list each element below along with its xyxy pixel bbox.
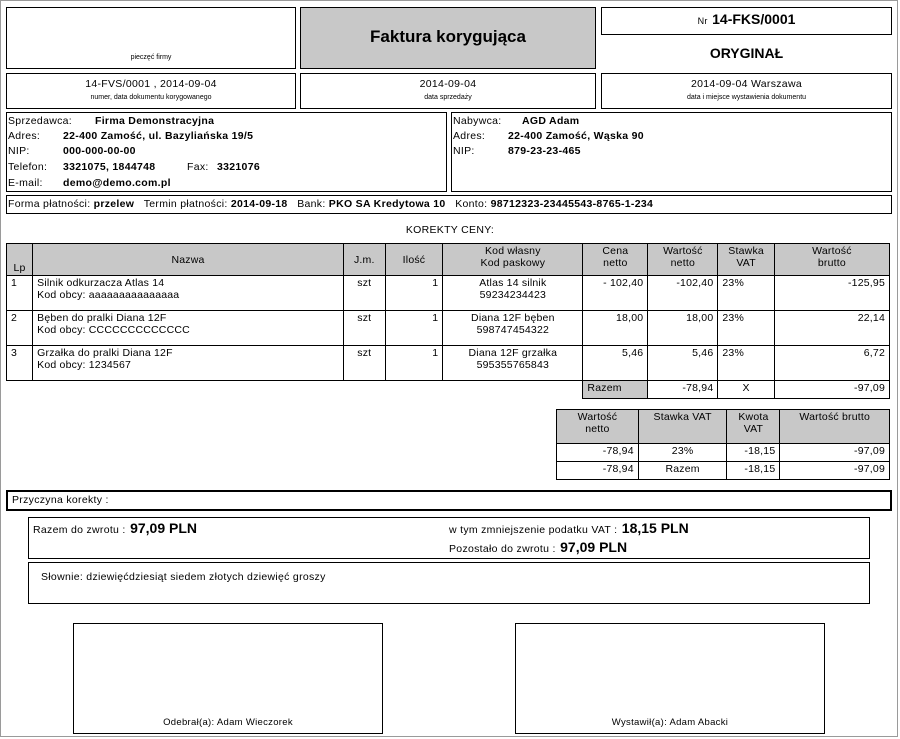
correction-reason-label: Przyczyna korekty : xyxy=(12,494,109,506)
seller-fax-label: Fax: xyxy=(187,161,209,173)
row-lp: 1 xyxy=(7,276,33,311)
vat-col-rate: Stawka VAT xyxy=(638,410,727,444)
col-gross-l2: brutto xyxy=(817,257,846,269)
vat-row-gross: -97,09 xyxy=(780,462,890,480)
col-vat xyxy=(718,244,774,276)
vat-row-gross: -97,09 xyxy=(780,444,890,462)
row-name-cell xyxy=(33,276,344,311)
bank-label: Bank: xyxy=(297,198,326,210)
col-vat-l2: VAT xyxy=(736,257,756,269)
row-own-code: Diana 12F bęben xyxy=(471,312,555,324)
table-row xyxy=(7,311,890,346)
vat-row-rate: Razem xyxy=(638,462,727,480)
row-vat: 23% xyxy=(718,346,774,381)
sale-date-label: data sprzedaży xyxy=(424,94,472,101)
corrected-document-label: numer, data dokumentu korygowanego xyxy=(90,94,212,101)
row-name-cell xyxy=(33,311,344,346)
vat-col-amount xyxy=(727,410,780,444)
row-foreign-code: Kod obcy: aaaaaaaaaaaaaaa xyxy=(37,289,180,301)
col-net xyxy=(648,244,718,276)
buyer-address: 22-400 Zamość, Wąska 90 xyxy=(508,130,644,142)
row-lp: 3 xyxy=(7,346,33,381)
row-net: 5,46 xyxy=(648,346,718,381)
sale-date-box xyxy=(300,73,596,109)
amount-in-words-box xyxy=(28,562,870,604)
items-table xyxy=(6,243,890,399)
seller-nip: 000-000-00-00 xyxy=(63,145,136,157)
document-number-box xyxy=(601,7,892,35)
items-total-row xyxy=(7,381,890,399)
remaining-label: Pozostało do zwrotu : xyxy=(449,543,556,555)
row-price: 5,46 xyxy=(583,346,648,381)
col-qty: Ilość xyxy=(385,244,443,276)
total-spacer xyxy=(7,381,583,399)
col-name: Nazwa xyxy=(33,244,344,276)
vat-col-amount-l2: VAT xyxy=(743,423,764,435)
copy-type: ORYGINAŁ xyxy=(709,45,784,61)
row-codes xyxy=(443,276,583,311)
col-unit: J.m. xyxy=(343,244,385,276)
row-barcode: 598747454322 xyxy=(476,324,550,336)
table-row xyxy=(7,276,890,311)
row-foreign-code: Kod obcy: CCCCCCCCCCCCC xyxy=(37,324,190,336)
issue-date-place: 2014-09-04 Warszawa xyxy=(691,78,802,90)
table-row xyxy=(7,346,890,381)
vat-col-net xyxy=(557,410,639,444)
col-price-l2: netto xyxy=(603,257,628,269)
buyer-label: Nabywca: xyxy=(453,115,502,127)
company-stamp-box xyxy=(6,7,296,69)
amount-in-words: Słownie: dziewięćdziesiąt siedem złotych dziewięć groszy xyxy=(41,571,326,583)
corrected-document: 14-FVS/0001 , 2014-09-04 xyxy=(85,78,217,90)
row-name: Silnik odkurzacza Atlas 14 xyxy=(37,277,165,289)
received-signature-box xyxy=(73,623,383,734)
seller-fax: 3321076 xyxy=(217,161,260,173)
sale-date: 2014-09-04 xyxy=(419,78,477,90)
row-gross: 22,14 xyxy=(774,311,889,346)
row-price: 18,00 xyxy=(583,311,648,346)
vat-reduction-amount: 18,15 PLN xyxy=(621,520,689,536)
row-gross: -125,95 xyxy=(774,276,889,311)
buyer-name: AGD Adam xyxy=(522,115,580,127)
payment-form-label: Forma płatności: xyxy=(8,198,91,210)
totals-box xyxy=(28,517,870,559)
row-own-code: Atlas 14 silnik xyxy=(479,277,547,289)
seller-phone: 3321075, 1844748 xyxy=(63,161,156,173)
row-qty: 1 xyxy=(385,311,443,346)
seller-box xyxy=(6,112,447,192)
vat-row-net: -78,94 xyxy=(557,444,639,462)
row-name: Grzałka do pralki Diana 12F xyxy=(37,347,173,359)
row-barcode: 595355765843 xyxy=(476,359,550,371)
vat-summary-header xyxy=(557,410,890,444)
refund-line xyxy=(33,520,197,538)
row-foreign-code: Kod obcy: 1234567 xyxy=(37,359,132,371)
vat-row-rate: 23% xyxy=(638,444,727,462)
col-price xyxy=(583,244,648,276)
buyer-nip: 879-23-23-465 xyxy=(508,145,581,157)
items-header-row xyxy=(7,244,890,276)
total-vat: X xyxy=(718,381,774,399)
total-gross: -97,09 xyxy=(774,381,889,399)
row-unit: szt xyxy=(343,276,385,311)
vat-summary-table xyxy=(556,409,890,480)
row-unit: szt xyxy=(343,311,385,346)
buyer-box xyxy=(451,112,892,192)
buyer-nip-label: NIP: xyxy=(453,145,475,157)
table-row xyxy=(557,444,890,462)
document-title: Faktura korygująca xyxy=(370,27,526,46)
row-price: - 102,40 xyxy=(583,276,648,311)
col-net-l1: Wartość xyxy=(663,245,703,257)
row-qty: 1 xyxy=(385,276,443,311)
payment-line xyxy=(8,198,653,210)
vat-row-amount: -18,15 xyxy=(727,444,780,462)
row-qty: 1 xyxy=(385,346,443,381)
row-codes xyxy=(443,346,583,381)
corrections-title: KOREKTY CENY: xyxy=(405,224,495,236)
received-by: Odebrał(a): Adam Wieczorek xyxy=(163,717,293,728)
seller-address: 22-400 Zamość, ul. Bazyliańska 19/5 xyxy=(63,130,254,142)
issued-signature-box xyxy=(515,623,825,734)
document-number-value: 14-FKS/0001 xyxy=(712,11,796,27)
row-name-cell xyxy=(33,346,344,381)
row-net: -102,40 xyxy=(648,276,718,311)
issue-date-label: data i miejsce wystawienia dokumentu xyxy=(686,94,807,101)
seller-label: Sprzedawca: xyxy=(8,115,72,127)
issued-by: Wystawił(a): Adam Abacki xyxy=(611,717,729,728)
refund-amount: 97,09 PLN xyxy=(130,520,198,536)
vat-col-net-l1: Wartość xyxy=(577,411,618,423)
seller-phone-label: Telefon: xyxy=(8,161,48,173)
col-gross-l1: Wartość xyxy=(812,245,852,257)
payment-box xyxy=(6,195,892,214)
col-barcode: Kod paskowy xyxy=(480,257,546,269)
refund-label: Razem do zwrotu : xyxy=(33,524,126,536)
col-gross xyxy=(774,244,889,276)
corrected-document-box xyxy=(6,73,296,109)
col-own-code: Kod własny xyxy=(484,245,541,257)
total-label: Razem xyxy=(583,381,648,399)
vat-row-net: -78,94 xyxy=(557,462,639,480)
row-own-code: Diana 12F grzałka xyxy=(468,347,558,359)
vat-reduction-label: w tym zmniejszenie podatku VAT : xyxy=(449,524,618,536)
payment-term: 2014-09-18 xyxy=(230,198,288,210)
correction-reason-box xyxy=(6,490,892,511)
company-stamp-label: pieczęć firmy xyxy=(130,54,172,61)
document-title-box xyxy=(300,7,596,69)
row-gross: 6,72 xyxy=(774,346,889,381)
vat-reduction-line xyxy=(449,520,689,538)
col-codes xyxy=(443,244,583,276)
remaining-line xyxy=(449,539,627,557)
vat-col-net-l2: netto xyxy=(585,423,610,435)
issue-date-box xyxy=(601,73,892,109)
seller-email-label: E-mail: xyxy=(8,177,43,189)
row-net: 18,00 xyxy=(648,311,718,346)
seller-name: Firma Demonstracyjna xyxy=(95,115,215,127)
col-net-l2: netto xyxy=(670,257,695,269)
total-net: -78,94 xyxy=(648,381,718,399)
bank-name: PKO SA Kredytowa 10 xyxy=(328,198,446,210)
row-name: Bęben do pralki Diana 12F xyxy=(37,312,167,324)
vat-col-gross: Wartość brutto xyxy=(780,410,890,444)
table-row xyxy=(557,462,890,480)
buyer-address-label: Adres: xyxy=(453,130,486,142)
row-lp: 2 xyxy=(7,311,33,346)
col-vat-l1: Stawka xyxy=(728,245,764,257)
row-barcode: 59234234423 xyxy=(479,289,547,301)
seller-email: demo@demo.com.pl xyxy=(63,177,171,189)
col-price-l1: Cena xyxy=(602,245,629,257)
row-vat: 23% xyxy=(718,276,774,311)
row-vat: 23% xyxy=(718,311,774,346)
document-number-prefix: Nr xyxy=(697,16,708,26)
seller-address-label: Adres: xyxy=(8,130,41,142)
account-label: Konto: xyxy=(455,198,488,210)
payment-term-label: Termin płatności: xyxy=(143,198,228,210)
vat-row-amount: -18,15 xyxy=(727,462,780,480)
account-number: 98712323-23445543-8765-1-234 xyxy=(490,198,654,210)
col-lp: Lp xyxy=(7,244,33,276)
remaining-amount: 97,09 PLN xyxy=(560,539,628,555)
seller-nip-label: NIP: xyxy=(8,145,30,157)
document-number xyxy=(602,11,891,29)
vat-col-amount-l1: Kwota xyxy=(738,411,769,423)
payment-form: przelew xyxy=(93,198,135,210)
row-codes xyxy=(443,311,583,346)
row-unit: szt xyxy=(343,346,385,381)
